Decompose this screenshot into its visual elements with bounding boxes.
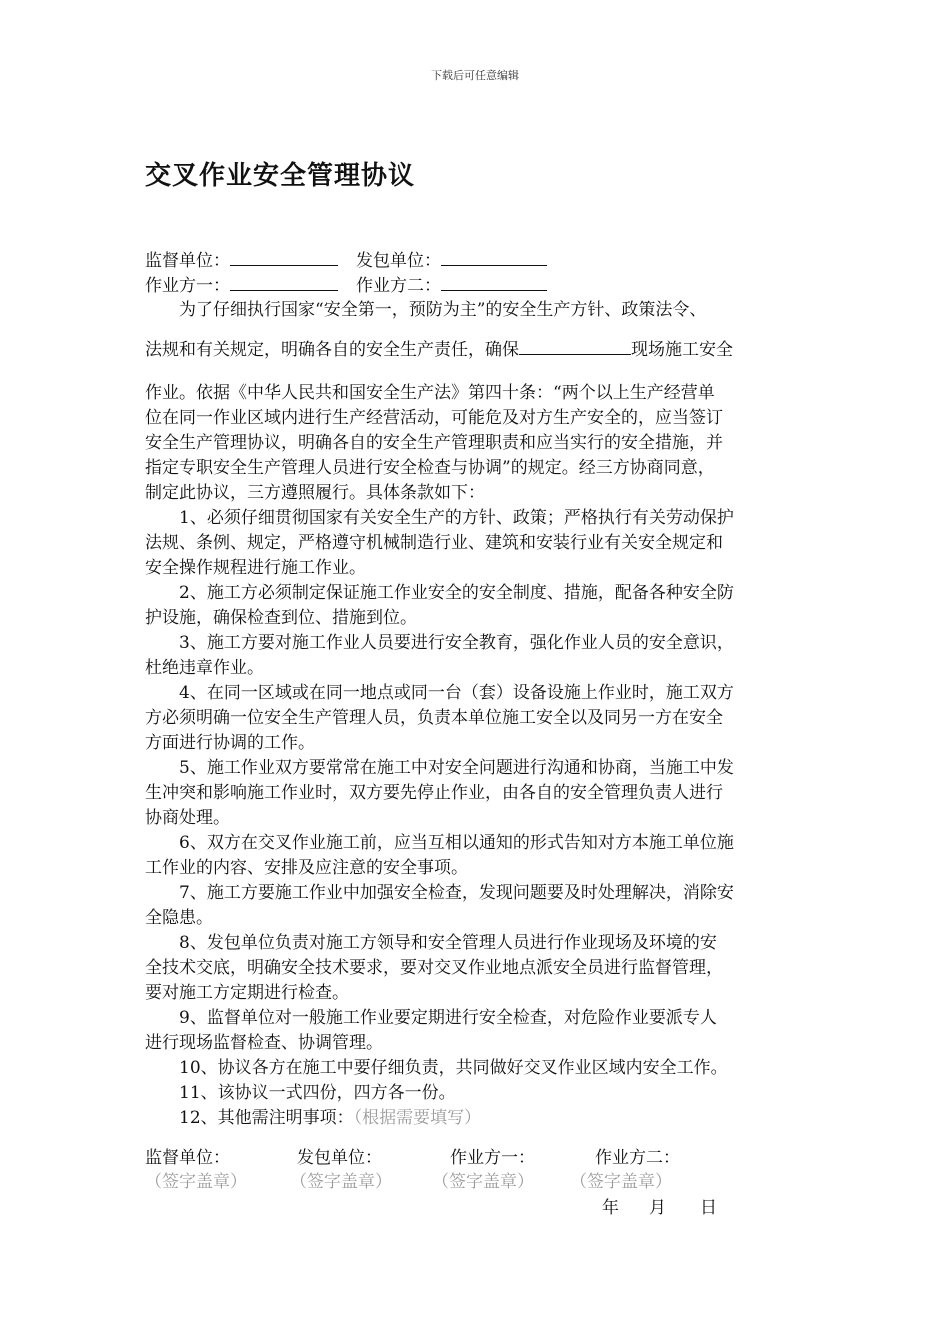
party-two-label: 作业方二： (356, 276, 441, 296)
clause-list (145, 506, 810, 1106)
clause-line: 杜绝违章作业。 (145, 658, 264, 678)
clause-line: 4、在同一区域或在同一地点或同一台（套）设备设施上作业时，施工双方 (179, 683, 734, 703)
clause-line: 1、必须仔细贯彻国家有关安全生产的方针、政策；严格执行有关劳动保护 (179, 508, 734, 528)
clause-line: 11、该协议一式四份，四方各一份。 (179, 1083, 456, 1103)
clause-line: 安全操作规程进行施工作业。 (145, 558, 366, 578)
clause-11 (145, 1081, 810, 1106)
document-title: 交叉作业安全管理协议 (145, 161, 416, 191)
clause-2 (145, 581, 810, 631)
parties-row-2 (145, 273, 810, 298)
clause-12-hint: （根据需要填写） (353, 1108, 482, 1128)
clause-line: 5、施工作业双方要常常在施工中对安全问题进行沟通和协商，当施工中发 (179, 758, 734, 778)
intro-line-part: 法规和有关规定，明确各自的安全生产责任，确保 (145, 340, 519, 360)
sign-contractor: 发包单位： (297, 1148, 382, 1168)
clause-12-text: 12、其他需注明事项： (179, 1108, 354, 1128)
clause-line: 协商处理。 (145, 808, 230, 828)
clause-5 (145, 756, 810, 831)
sign-party-one: 作业方一： (450, 1148, 535, 1168)
clause-line: 7、施工方要施工作业中加强安全检查，发现问题要及时处理解决，消除安 (179, 883, 734, 903)
clause-line: 方面进行协调的工作。 (145, 733, 315, 753)
clause-3 (145, 631, 810, 681)
clause-6 (145, 831, 810, 881)
clause-line: 3、施工方要对施工作业人员要进行安全教育，强化作业人员的安全意识， (179, 633, 734, 653)
clause-line: 工作业的内容、安排及应注意的安全事项。 (145, 858, 468, 878)
clause-line: 9、监督单位对一般施工作业要定期进行安全检查，对危险作业要派专人 (179, 1008, 717, 1028)
intro-paragraph (145, 298, 810, 506)
intro-line-part: 现场施工安全 (631, 340, 733, 360)
clause-line: 6、双方在交叉作业施工前，应当互相以通知的形式告知对方本施工单位施 (179, 833, 734, 853)
intro-line: 安全生产管理协议，明确各自的安全生产管理职责和应当实行的安全措施，并 (145, 433, 723, 453)
contractor-blank (441, 248, 547, 266)
supervisor-label: 监督单位： (145, 251, 230, 271)
clause-line: 8、发包单位负责对施工方领导和安全管理人员进行作业现场及环境的安 (179, 933, 717, 953)
contractor-label: 发包单位： (356, 251, 441, 271)
date-year: 年 (602, 1198, 619, 1218)
intro-line: 制定此协议，三方遵照履行。具体条款如下： (145, 483, 485, 503)
clause-line: 方必须明确一位安全生产管理人员，负责本单位施工安全以及同另一方在安全 (145, 708, 723, 728)
document-body (145, 248, 810, 1131)
clause-7 (145, 881, 810, 931)
project-blank (519, 337, 631, 355)
clause-line: 进行现场监督检查、协调管理。 (145, 1033, 383, 1053)
sign-party-two: 作业方二： (595, 1148, 680, 1168)
clause-line: 要对施工方定期进行检查。 (145, 983, 349, 1003)
header-note: 下载后可任意编辑 (431, 69, 519, 82)
sign-supervisor: 监督单位： (145, 1148, 230, 1168)
party-one-label: 作业方一： (145, 276, 230, 296)
clause-line: 护设施，确保检查到位、措施到位。 (145, 608, 417, 628)
intro-line (145, 329, 810, 371)
signature-labels (145, 1146, 810, 1170)
date-month: 月 (649, 1198, 666, 1218)
seal-party-two: （签字盖章） (570, 1172, 672, 1192)
clause-4 (145, 681, 810, 756)
party-one-blank (230, 273, 338, 291)
clause-line: 全技术交底，明确安全技术要求，要对交叉作业地点派安全员进行监督管理， (145, 958, 723, 978)
seal-hints (145, 1170, 810, 1194)
clause-line: 法规、条例、规定，严格遵守机械制造行业、建筑和安装行业有关安全规定和 (145, 533, 723, 553)
clause-line: 生冲突和影响施工作业时，双方要先停止作业，由各自的安全管理负责人进行 (145, 783, 723, 803)
clause-line: 10、协议各方在施工中要仔细负责，共同做好交叉作业区域内安全工作。 (179, 1058, 728, 1078)
seal-party-one: （签字盖章） (432, 1172, 534, 1192)
parties-row-1 (145, 248, 810, 273)
intro-line: 指定专职安全生产管理人员进行安全检查与协调”的规定。经三方协商同意， (145, 458, 715, 478)
clause-line: 全隐患。 (145, 908, 213, 928)
party-two-blank (441, 273, 547, 291)
clause-line: 2、施工方必须制定保证施工作业安全的安全制度、措施，配备各种安全防 (179, 583, 734, 603)
date-row (602, 1196, 717, 1220)
clause-9 (145, 1006, 810, 1056)
clause-1 (145, 506, 810, 581)
supervisor-blank (230, 248, 338, 266)
intro-line: 作业。依据《中华人民共和国安全生产法》第四十条：“两个以上生产经营单 (145, 383, 715, 403)
intro-line: 位在同一作业区域内进行生产经营活动，可能危及对方生产安全的，应当签订 (145, 408, 723, 428)
clause-8 (145, 931, 810, 1006)
date-day: 日 (700, 1198, 717, 1218)
clause-12 (145, 1106, 810, 1131)
seal-supervisor: （签字盖章） (145, 1172, 247, 1192)
clause-10 (145, 1056, 810, 1081)
intro-line: 为了仔细执行国家“安全第一，预防为主”的安全生产方针、政策法令、 (179, 300, 707, 320)
seal-contractor: （签字盖章） (290, 1172, 392, 1192)
